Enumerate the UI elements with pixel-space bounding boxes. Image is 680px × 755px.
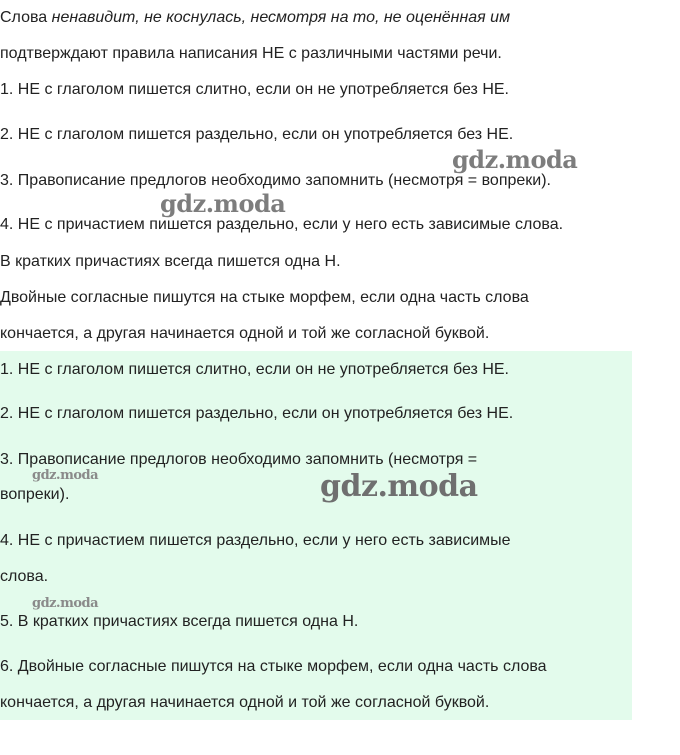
watermark-logo: gdz.moda (160, 189, 286, 218)
rule-3: 3. Правописание предлогов необходимо запомнить (несмотря = вопреки). (0, 172, 551, 189)
rule-6-line-2: кончается, а другая начинается одной и той же согласной буквой. (0, 325, 490, 342)
box-rule-1: 1. НЕ с глаголом пишется слитно, если он не употребляется без НЕ. (0, 361, 509, 378)
box-rule-4-line-2: слова. (0, 568, 49, 585)
box-rule-3-line-2: вопреки). (0, 486, 70, 503)
rule-1: 1. НЕ с глаголом пишется слитно, если он не употребляется без НЕ. (0, 81, 509, 98)
box-rule-2: 2. НЕ с глаголом пишется раздельно, если он употребляется без НЕ. (0, 405, 514, 422)
answer-box (0, 351, 632, 720)
intro-line-2: подтверждают правила написания НЕ с различными частями речи. (0, 45, 502, 62)
watermark-logo: gdz.moda (32, 468, 99, 483)
box-rule-3-line-1: 3. Правописание предлогов необходимо запомнить (несмотря = (0, 451, 478, 468)
box-rule-5: 5. В кратких причастиях всегда пишется одна Н. (0, 613, 359, 630)
rule-4: 4. НЕ с причастием пишется раздельно, если у него есть зависимые слова. (0, 216, 564, 233)
rule-2: 2. НЕ с глаголом пишется раздельно, если он употребляется без НЕ. (0, 126, 514, 143)
box-rule-4-line-1: 4. НЕ с причастием пишется раздельно, если у него есть зависимые (0, 532, 511, 549)
intro-prefix: Слова (0, 9, 52, 26)
box-rule-6-line-1: 6. Двойные согласные пишутся на стыке морфем, если одна часть слова (0, 658, 547, 675)
watermark-logo: gdz.moda (32, 596, 99, 611)
watermark-logo: gdz.moda (320, 469, 478, 504)
intro-italic-words: ненавидит, не коснулась, несмотря на то, не оценённая им (51, 9, 511, 26)
rule-5: В кратких причастиях всегда пишется одна Н. (0, 253, 341, 270)
box-rule-6-line-2: кончается, а другая начинается одной и той же согласной буквой. (0, 694, 490, 711)
watermark-logo: gdz.moda (452, 145, 578, 174)
rule-6-line-1: Двойные согласные пишутся на стыке морфем, если одна часть слова (0, 289, 529, 306)
intro-line-1 (0, 8, 510, 28)
